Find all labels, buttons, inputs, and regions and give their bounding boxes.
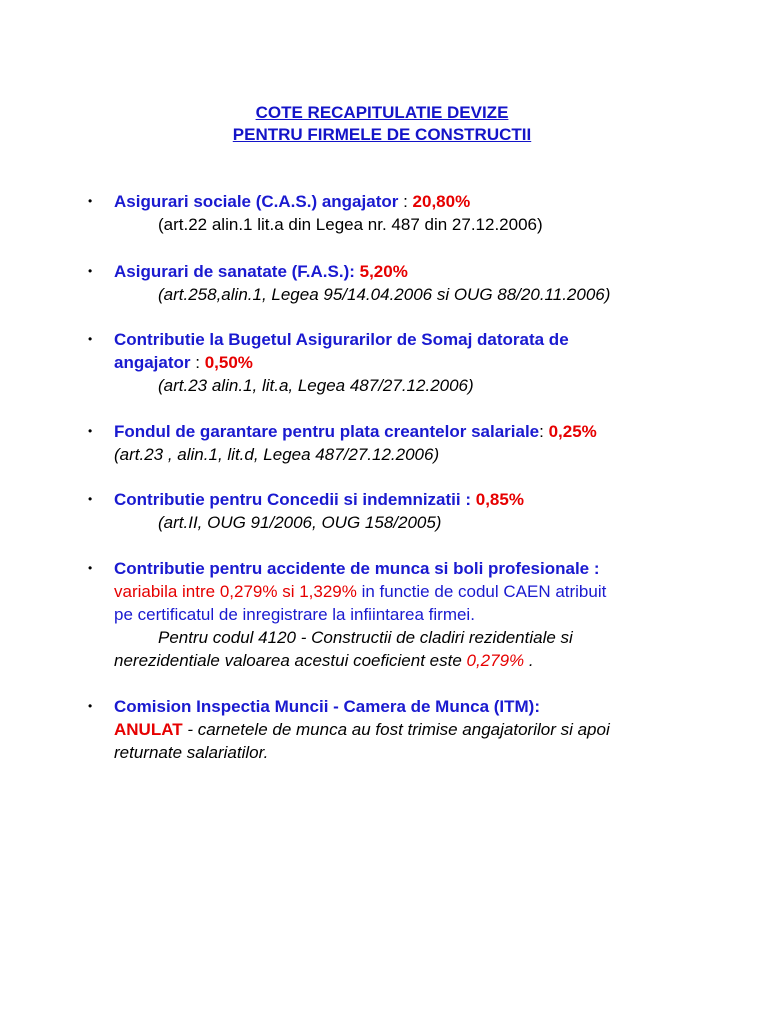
item-reference: (art.23 , alin.1, lit.d, Legea 487/27.12.2006) bbox=[114, 445, 440, 464]
document-title-line-1: COTE RECAPITULATIE DEVIZE bbox=[255, 103, 509, 122]
item-reference: (art.23 alin.1, lit.a, Legea 487/27.12.2006) bbox=[158, 376, 474, 395]
list-item-fond-garantare bbox=[88, 420, 734, 466]
item-detail-line-1: - carnetele de munca au fost trimise angajatorilor si apoi bbox=[182, 720, 610, 739]
item-reference: (art.258,alin.1, Legea 95/14.04.2006 si OUG 88/20.11.2006) bbox=[158, 285, 611, 304]
item-separator: : bbox=[398, 192, 413, 211]
item-note-end: . bbox=[524, 651, 534, 670]
item-note-line-2: nerezidentiale valoarea acestui coeficient este bbox=[114, 651, 467, 670]
bullet-icon: • bbox=[88, 424, 93, 438]
item-value: 0,50% bbox=[204, 353, 253, 372]
item-detail-line: pe certificatul de inregistrare la infiintarea firmei. bbox=[114, 605, 475, 624]
item-separator: : bbox=[190, 353, 205, 372]
item-range: variabila intre 0,279% si 1,329% bbox=[114, 582, 357, 601]
item-heading: Contributie pentru Concedii si indemnizatii : bbox=[114, 490, 472, 509]
list-item-concedii bbox=[88, 488, 734, 534]
list-item-fas bbox=[88, 260, 734, 306]
list-item-somaj bbox=[88, 328, 734, 397]
item-heading-line-1: Contributie la Bugetul Asigurarilor de Somaj datorata de bbox=[114, 330, 569, 349]
bullet-icon: • bbox=[88, 699, 93, 713]
bullet-icon: • bbox=[88, 561, 93, 575]
item-heading: Comision Inspectia Muncii - Camera de Munca (ITM): bbox=[114, 697, 540, 716]
item-separator: : bbox=[539, 422, 549, 441]
item-note-value: 0,279% bbox=[466, 651, 525, 670]
item-value: 0,85% bbox=[475, 490, 524, 509]
item-value: 20,80% bbox=[412, 192, 471, 211]
bullet-icon: • bbox=[88, 332, 93, 346]
item-heading: Contributie pentru accidente de munca si boli profesionale : bbox=[114, 559, 600, 578]
item-reference: (art.22 alin.1 lit.a din Legea nr. 487 din 27.12.2006) bbox=[158, 215, 543, 234]
document-title-line-2: PENTRU FIRMELE DE CONSTRUCTII bbox=[232, 125, 532, 144]
item-heading: Asigurari de sanatate (F.A.S.): bbox=[114, 262, 355, 281]
item-detail-line-2: returnate salariatilor. bbox=[114, 743, 269, 762]
item-heading-line-2: angajator bbox=[114, 353, 191, 372]
item-status: ANULAT bbox=[114, 720, 183, 739]
item-reference: (art.II, OUG 91/2006, OUG 158/2005) bbox=[158, 513, 442, 532]
item-heading: Asigurari sociale (C.A.S.) angajator bbox=[114, 192, 399, 211]
item-heading: Fondul de garantare pentru plata creantelor salariale bbox=[114, 422, 540, 441]
item-value: 5,20% bbox=[359, 262, 408, 281]
list-item-cas bbox=[88, 190, 734, 236]
item-note-line-1: Pentru codul 4120 - Constructii de cladiri rezidentiale si bbox=[158, 628, 573, 647]
item-range-rest: in functie de codul CAEN atribuit bbox=[356, 582, 607, 601]
item-value: 0,25% bbox=[548, 422, 597, 441]
list-item-accidente bbox=[88, 557, 734, 672]
bullet-icon: • bbox=[88, 492, 93, 506]
bullet-icon: • bbox=[88, 264, 93, 278]
list-item-itm bbox=[88, 695, 734, 764]
bullet-icon: • bbox=[88, 194, 93, 208]
